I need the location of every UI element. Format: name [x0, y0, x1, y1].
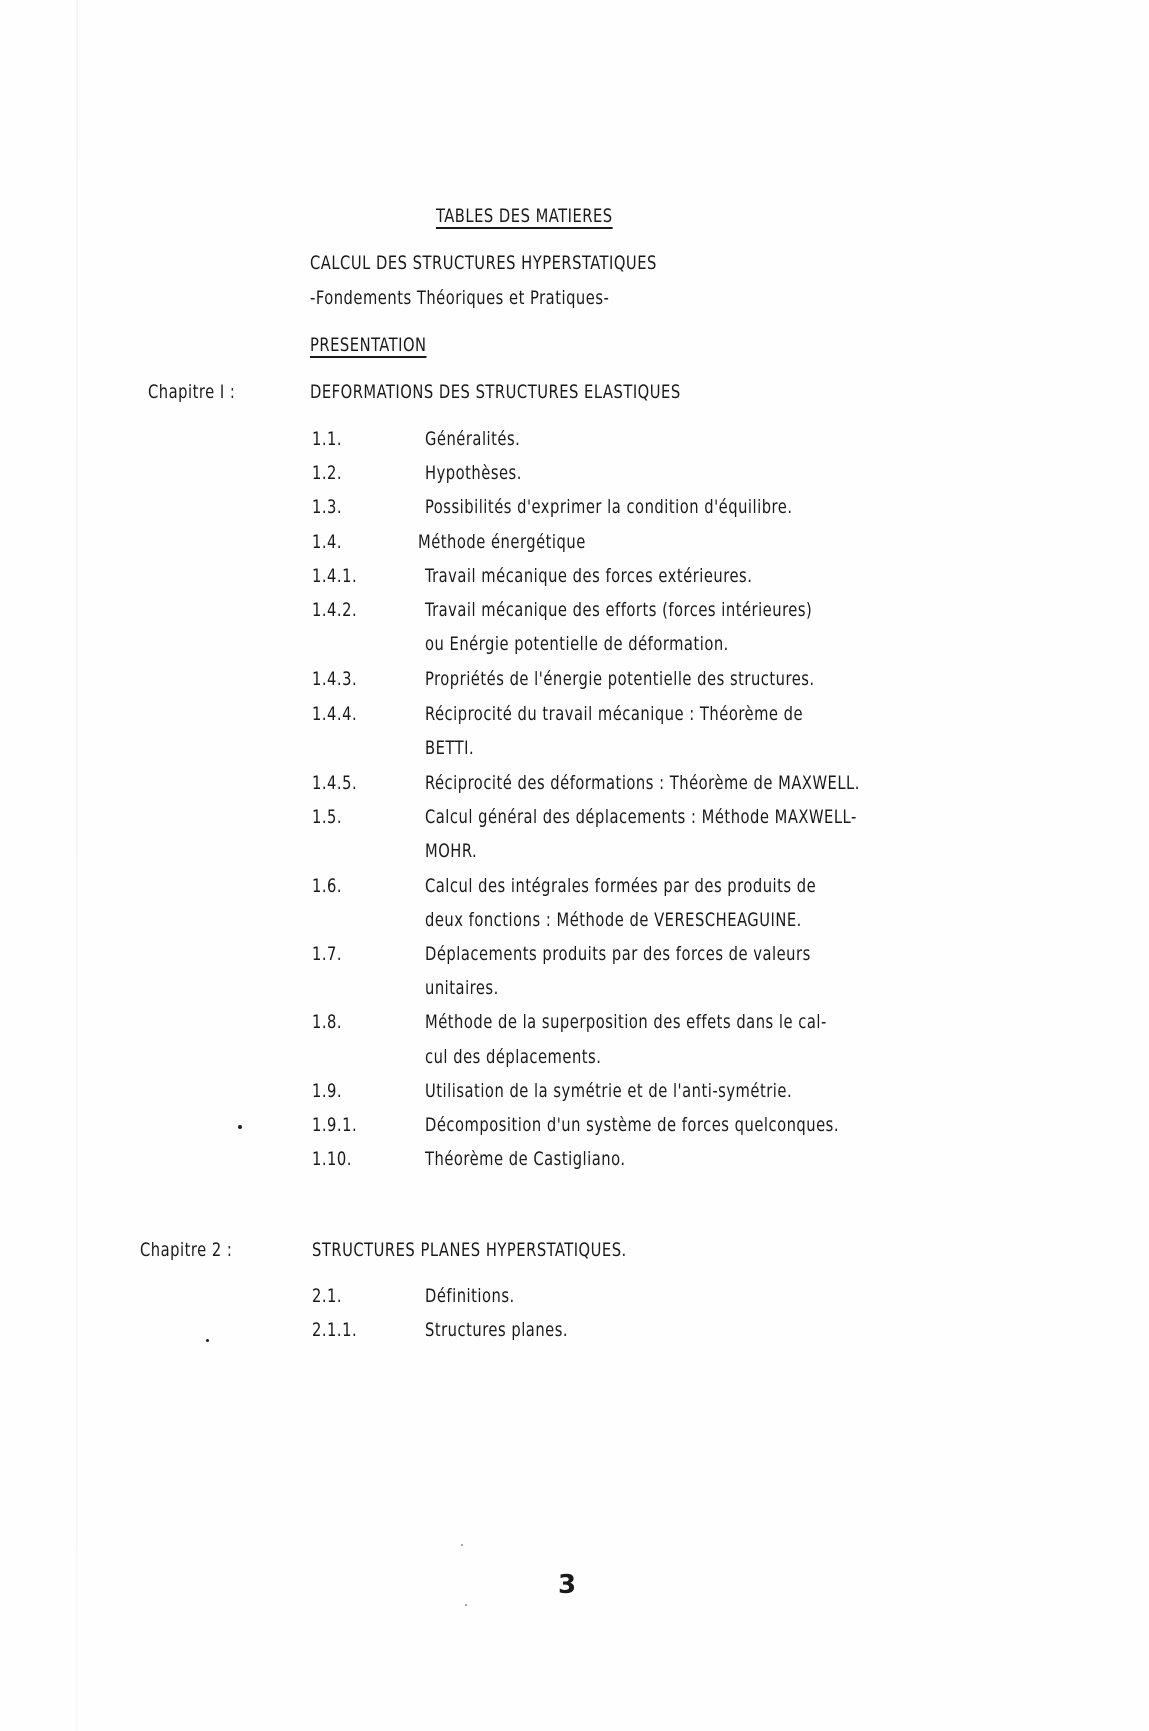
section-number: 2.1.1. [312, 1319, 358, 1341]
section-number: 1.4.2. [312, 599, 358, 621]
section-number: 1.8. [312, 1011, 343, 1033]
chapter-title: STRUCTURES PLANES HYPERSTATIQUES. [312, 1239, 627, 1261]
presentation-entry: PRESENTATION [310, 334, 427, 356]
section-number: 1.4.4. [312, 703, 358, 725]
section-title: Hypothèses. [425, 462, 522, 484]
scan-speck [465, 1604, 467, 1606]
scan-edge-artifact [76, 0, 78, 1731]
section-title-continuation: MOHR. [425, 840, 478, 862]
section-title: Travail mécanique des efforts (forces intérieures) [425, 599, 813, 621]
section-number: 1.4.5. [312, 772, 358, 794]
section-number: 1.1. [312, 428, 343, 450]
section-number: 1.10. [312, 1148, 352, 1170]
section-title-continuation: cul des déplacements. [425, 1046, 602, 1068]
section-title: Calcul des intégrales formées par des produits de [425, 875, 817, 897]
section-title: Calcul général des déplacements : Méthode MAXWELL- [425, 806, 857, 828]
toc-heading: TABLES DES MATIERES [436, 205, 613, 227]
section-number: 2.1. [312, 1285, 343, 1307]
section-title: Généralités. [425, 428, 521, 450]
section-title: Travail mécanique des forces extérieures. [425, 565, 753, 587]
section-number: 1.3. [312, 496, 343, 518]
section-title: Définitions. [425, 1285, 515, 1307]
scan-speck [206, 1339, 209, 1342]
section-number: 1.6. [312, 875, 343, 897]
section-title: Possibilités d'exprimer la condition d'équilibre. [425, 496, 793, 518]
section-title: Réciprocité du travail mécanique : Théorème de [425, 703, 804, 725]
section-number: 1.9.1. [312, 1114, 358, 1136]
section-title-continuation: unitaires. [425, 977, 499, 999]
section-title-continuation: BETTI. [425, 737, 475, 759]
scan-speck [461, 1544, 463, 1546]
chapter-label: Chapitre 2 : [140, 1239, 233, 1261]
page-number: 3 [558, 1570, 577, 1600]
chapter-label: Chapitre I : [148, 381, 236, 403]
section-number: 1.5. [312, 806, 343, 828]
section-number: 1.4. [312, 531, 343, 553]
section-title-continuation: deux fonctions : Méthode de VERESCHEAGUINE. [425, 909, 802, 931]
section-number: 1.4.3. [312, 668, 358, 690]
section-number: 1.4.1. [312, 565, 358, 587]
section-title: Utilisation de la symétrie et de l'anti-symétrie. [425, 1080, 793, 1102]
section-number: 1.7. [312, 943, 343, 965]
section-number: 1.2. [312, 462, 343, 484]
section-title: Déplacements produits par des forces de valeurs [425, 943, 811, 965]
section-title: Théorème de Castigliano. [425, 1148, 626, 1170]
section-title: Méthode de la superposition des effets dans le cal- [425, 1011, 827, 1033]
section-title: Décomposition d'un système de forces quelconques. [425, 1114, 840, 1136]
section-title: Réciprocité des déformations : Théorème de MAXWELL. [425, 772, 860, 794]
section-title: Structures planes. [425, 1319, 569, 1341]
scan-speck [238, 1125, 242, 1129]
section-title: Propriétés de l'énergie potentielle des structures. [425, 668, 815, 690]
book-title: CALCUL DES STRUCTURES HYPERSTATIQUES [310, 252, 657, 274]
chapter-title: DEFORMATIONS DES STRUCTURES ELASTIQUES [310, 381, 681, 403]
section-title: Méthode énergétique [418, 531, 586, 553]
section-title-continuation: ou Enérgie potentielle de déformation. [425, 633, 729, 655]
book-subtitle: -Fondements Théoriques et Pratiques- [310, 287, 610, 309]
section-number: 1.9. [312, 1080, 343, 1102]
